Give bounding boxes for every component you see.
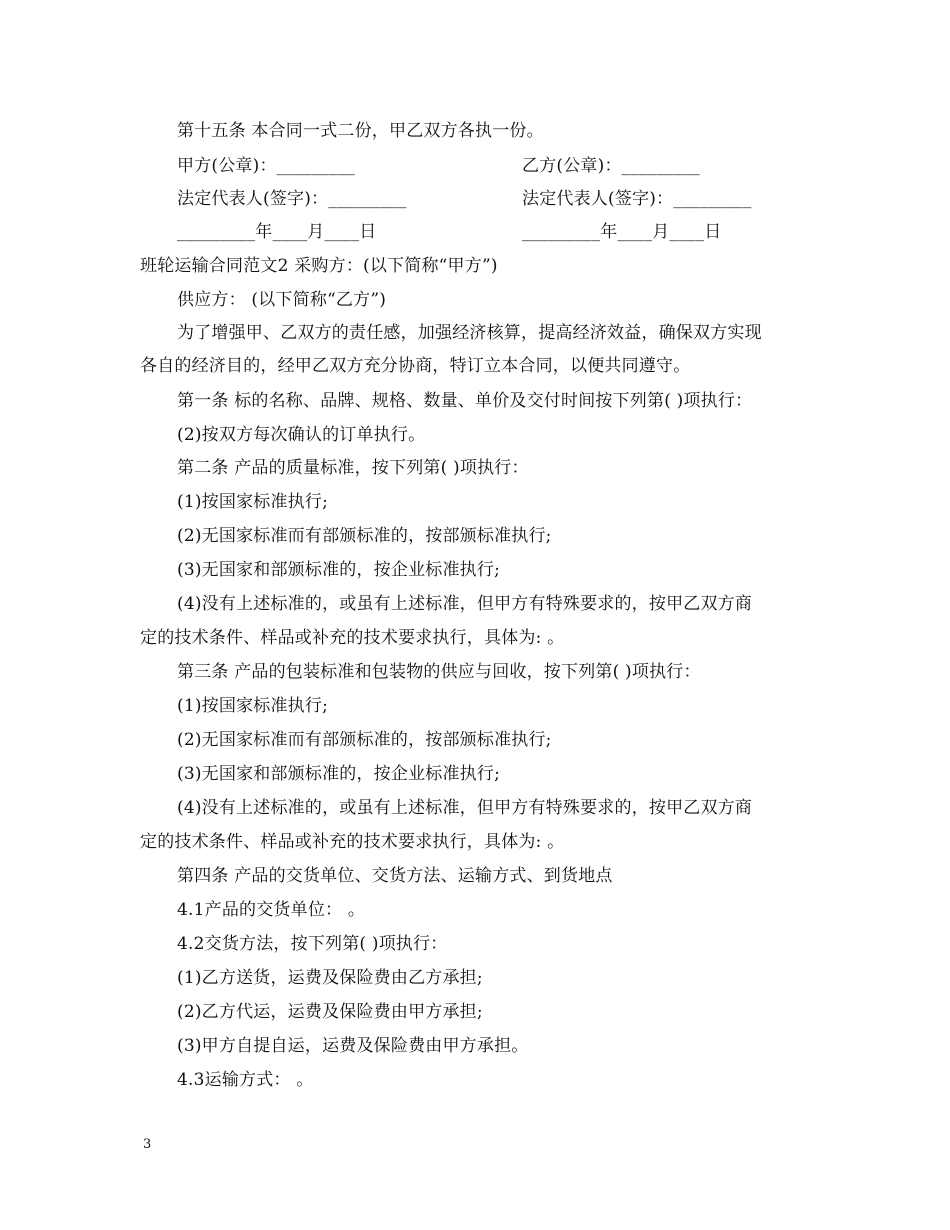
party-b-date-field: _________年____月____日	[522, 222, 722, 242]
party-a-date-field: _________年____月____日	[177, 222, 377, 242]
clause-3-heading: 第三条 产品的包装标准和包装物的供应与回收，按下列第( )项执行：	[177, 662, 701, 682]
supplier-line: 供应方： (以下简称“乙方”)	[177, 290, 387, 310]
clause-1-heading: 第一条 标的名称、品牌、规格、数量、单价及交付时间按下列第( )项执行：	[177, 391, 753, 411]
party-a-seal-field: 甲方(公章)：_________	[177, 156, 355, 176]
party-a-representative-field: 法定代表人(签字)：_________	[177, 189, 407, 209]
clause-4-2-option-1: (1)乙方送货，运费及保险费由乙方承担;	[177, 968, 483, 988]
clause-4-2: 4.2交货方法，按下列第( )项执行：	[177, 934, 448, 954]
clause-2-item-4-line-2: 定的技术条件、样品或补充的技术要求执行，具体为: 。	[140, 628, 565, 648]
party-b-representative-field: 法定代表人(签字)：_________	[522, 189, 752, 209]
clause-2-item-2: (2)无国家标准而有部颁标准的，按部颁标准执行;	[177, 526, 552, 546]
preamble-line-2: 各自的经济目的，经甲乙双方充分协商，特订立本合同，以便共同遵守。	[140, 356, 691, 376]
clause-4-2-option-2: (2)乙方代运，运费及保险费由甲方承担;	[177, 1002, 483, 1022]
clause-2-item-1: (1)按国家标准执行;	[177, 492, 329, 512]
clause-3-item-3: (3)无国家和部颁标准的，按企业标准执行;	[177, 764, 501, 784]
clause-4-2-option-3: (3)甲方自提自运，运费及保险费由甲方承担。	[177, 1036, 529, 1056]
clause-3-item-4-line-2: 定的技术条件、样品或补充的技术要求执行，具体为: 。	[140, 832, 565, 852]
party-b-seal-field: 乙方(公章)：_________	[522, 156, 700, 176]
page-number: 3	[143, 1137, 152, 1152]
clause-4-1: 4.1产品的交货单位： 。	[177, 900, 366, 920]
clause-2-item-3: (3)无国家和部颁标准的，按企业标准执行;	[177, 560, 501, 580]
clause-2-item-4-line-1: (4)没有上述标准的，或虽有上述标准，但甲方有特殊要求的，按甲乙双方商	[177, 594, 753, 614]
clause-4-3: 4.3运输方式： 。	[177, 1070, 314, 1090]
clause-3-item-2: (2)无国家标准而有部颁标准的，按部颁标准执行;	[177, 730, 552, 750]
clause-3-item-1: (1)按国家标准执行;	[177, 696, 329, 716]
clause-1-item-2: (2)按双方每次确认的订单执行。	[177, 425, 426, 445]
clause-15-text: 第十五条 本合同一式二份，甲乙双方各执一份。	[177, 121, 544, 141]
clause-4-heading: 第四条 产品的交货单位、交货方法、运输方式、到货地点	[177, 866, 613, 886]
contract-title-line: 班轮运输合同范文2 采购方：(以下简称“甲方”)	[140, 256, 498, 276]
preamble-line-1: 为了增强甲、乙双方的责任感，加强经济核算，提高经济效益，确保双方实现	[177, 323, 762, 343]
clause-2-heading: 第二条 产品的质量标准，按下列第( )项执行：	[177, 458, 529, 478]
clause-3-item-4-line-1: (4)没有上述标准的，或虽有上述标准，但甲方有特殊要求的，按甲乙双方商	[177, 798, 753, 818]
